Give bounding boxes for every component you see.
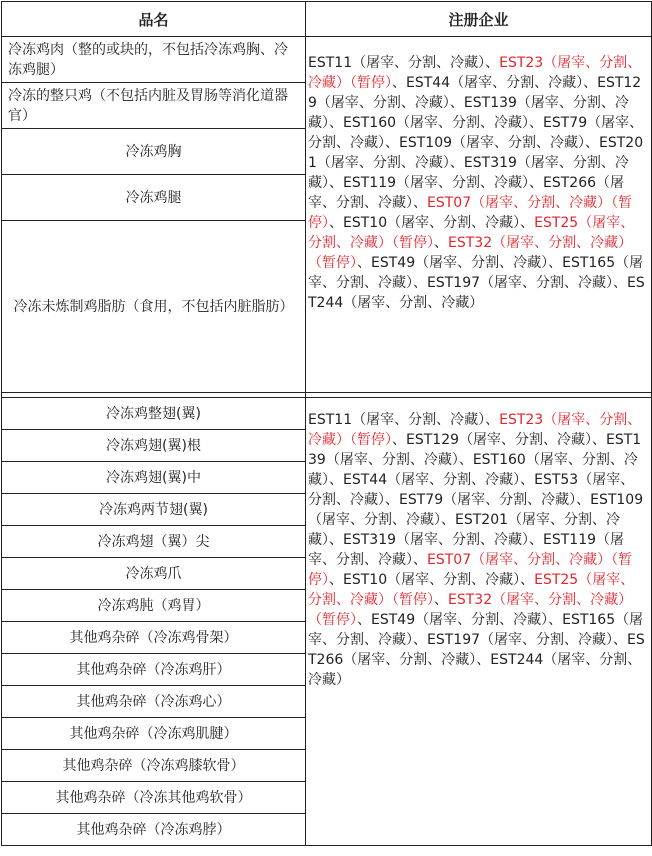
enterprise-entry: EST165（屠宰、分割、冷藏） — [308, 612, 644, 648]
enterprise-separator: 、 — [585, 135, 600, 151]
enterprise-separator: 、 — [529, 175, 544, 191]
product-name-cell: 其他鸡杂碎（冷冻鸡心） — [2, 686, 306, 718]
enterprise-separator: 、 — [357, 612, 371, 628]
enterprise-separator: 、 — [329, 472, 343, 488]
enterprise-separator: 、 — [548, 255, 563, 271]
enterprise-separator: 、 — [385, 492, 399, 508]
product-name-cell: 冷冻鸡翅（翼）尖 — [2, 526, 306, 558]
enterprise-separator: 、 — [329, 215, 343, 231]
enterprise-separator: 、 — [385, 135, 399, 151]
enterprise-separator: 、 — [357, 255, 371, 271]
enterprise-entry: EST160（屠宰、分割、冷藏） — [343, 115, 530, 131]
enterprise-separator: 、 — [434, 235, 448, 251]
enterprise-entry: EST79（屠宰、分割、冷藏） — [399, 492, 577, 508]
header-registered-enterprise: 注册企业 — [306, 2, 652, 37]
product-name-cell: 冷冻鸡整翅(翼) — [2, 398, 306, 430]
enterprise-entry: EST119（屠宰、分割、冷藏） — [308, 532, 625, 568]
enterprise-entry: EST10（屠宰、分割、冷藏） — [343, 215, 521, 231]
enterprise-entry: EST23（屠宰、分割、冷藏）（暂停） — [308, 55, 642, 91]
product-name-cell: 冷冻鸡腿 — [2, 175, 306, 221]
enterprise-entry: EST319（屠宰、分割、冷藏） — [308, 155, 629, 191]
enterprise-separator: 、 — [392, 75, 406, 91]
product-name-cell: 其他鸡杂碎（冷冻鸡肝） — [2, 654, 306, 686]
enterprise-list-cell-group2 — [306, 398, 652, 846]
enterprise-entry: EST53（屠宰、分割、冷藏） — [308, 472, 635, 508]
enterprise-entry: EST201（屠宰、分割、冷藏） — [308, 135, 644, 171]
enterprise-entry: EST23（屠宰、分割、冷藏）（暂停） — [308, 412, 642, 448]
enterprise-entry: EST07（屠宰、分割、冷藏）（暂停） — [308, 552, 633, 588]
enterprise-entry: EST109（屠宰、分割、冷藏） — [399, 135, 586, 151]
enterprise-entry: EST139（屠宰、分割、冷藏） — [308, 95, 629, 131]
enterprise-separator: 、 — [485, 412, 500, 428]
enterprise-separator: 、 — [413, 275, 427, 291]
enterprise-separator: 、 — [458, 452, 473, 468]
enterprise-separator: 、 — [592, 432, 607, 448]
enterprise-separator: 、 — [576, 492, 591, 508]
enterprise-entry: EST129（屠宰、分割、冷藏） — [308, 75, 642, 111]
enterprise-entry: EST25（屠宰、分割、冷藏）（暂停） — [308, 215, 635, 251]
product-name-cell: 冷冻的整只鸡（不包括内脏及胃肠等消化道器官） — [2, 83, 306, 129]
enterprise-separator: 、 — [476, 652, 491, 668]
product-name-cell: 其他鸡杂碎（冷冻鸡肌腱） — [2, 718, 306, 750]
enterprise-entry: EST244（屠宰、分割、冷藏） — [308, 275, 645, 311]
enterprise-entry: EST109（屠宰、分割、冷藏） — [308, 492, 644, 528]
enterprise-entry: EST49（屠宰、分割、冷藏） — [371, 255, 549, 271]
table-row — [2, 37, 652, 83]
enterprise-entry: EST165（屠宰、分割、冷藏） — [308, 255, 644, 291]
enterprise-separator: 、 — [520, 472, 535, 488]
enterprise-list-cell-group1 — [306, 37, 652, 393]
enterprise-separator: 、 — [548, 612, 563, 628]
header-row — [2, 2, 652, 37]
enterprise-entry: EST44（屠宰、分割、冷藏） — [343, 472, 521, 488]
product-name-cell: 冷冻鸡翅(翼)根 — [2, 430, 306, 462]
table-row — [2, 398, 652, 430]
enterprise-separator: 、 — [485, 55, 500, 71]
product-name-cell: 冷冻鸡肫（鸡胃） — [2, 590, 306, 622]
enterprise-separator: 、 — [329, 532, 343, 548]
enterprise-entry: EST160（屠宰、分割、冷藏） — [308, 452, 638, 488]
enterprise-separator: 、 — [329, 115, 343, 131]
product-name-cell: 其他鸡杂碎（冷冻鸡膝软骨） — [2, 750, 306, 782]
enterprise-entry: EST119（屠宰、分割、冷藏） — [343, 175, 530, 191]
enterprise-entry: EST197（屠宰、分割、冷藏） — [427, 275, 614, 291]
enterprise-entry: EST25（屠宰、分割、冷藏）（暂停） — [308, 572, 635, 608]
enterprise-separator: 、 — [613, 275, 628, 291]
enterprise-separator: 、 — [329, 572, 343, 588]
enterprise-separator: 、 — [413, 552, 427, 568]
enterprise-separator: 、 — [441, 512, 455, 528]
enterprise-separator: 、 — [329, 175, 343, 191]
enterprise-separator: 、 — [613, 632, 628, 648]
enterprise-entry: EST44（屠宰、分割、冷藏） — [406, 75, 584, 91]
enterprise-entry: EST32（屠宰、分割、冷藏）（暂停） — [308, 592, 633, 628]
enterprise-entry: EST266（屠宰、分割、冷藏） — [308, 632, 645, 668]
enterprise-separator: 、 — [434, 592, 448, 608]
enterprise-separator: 、 — [520, 572, 535, 588]
enterprise-entry: EST201（屠宰、分割、冷藏） — [308, 512, 621, 548]
enterprise-entry: EST79（屠宰、分割、冷藏） — [308, 115, 644, 151]
product-name-cell: 冷冻鸡爪 — [2, 558, 306, 590]
enterprise-entry: EST32（屠宰、分割、冷藏）（暂停） — [308, 235, 633, 271]
enterprise-separator: 、 — [520, 215, 535, 231]
registration-table — [1, 1, 652, 846]
enterprise-entry: EST10（屠宰、分割、冷藏） — [343, 572, 521, 588]
enterprise-separator: 、 — [529, 115, 544, 131]
enterprise-separator: 、 — [529, 532, 544, 548]
enterprise-separator: 、 — [413, 632, 427, 648]
enterprise-entry: EST11（屠宰、分割、冷藏） — [308, 412, 486, 428]
product-name-cell: 冷冻鸡胸 — [2, 129, 306, 175]
enterprise-entry: EST244（屠宰、分割、冷藏） — [308, 652, 642, 688]
product-name-cell: 其他鸡杂碎（冷冻鸡脖） — [2, 814, 306, 846]
enterprise-entry: EST11（屠宰、分割、冷藏） — [308, 55, 486, 71]
enterprise-entry: EST129（屠宰、分割、冷藏） — [406, 432, 593, 448]
enterprise-entry: EST319（屠宰、分割、冷藏） — [343, 532, 530, 548]
enterprise-separator: 、 — [413, 195, 427, 211]
enterprise-separator: 、 — [449, 155, 464, 171]
product-name-cell: 冷冻鸡翅(翼)中 — [2, 462, 306, 494]
header-product-name: 品名 — [2, 2, 306, 37]
product-name-cell: 其他鸡杂碎（冷冻其他鸡软骨） — [2, 782, 306, 814]
enterprise-entry: EST266（屠宰、分割、冷藏） — [308, 175, 625, 211]
product-name-cell: 冷冻未炼制鸡脂肪（食用，不包括内脏脂肪） — [2, 221, 306, 393]
product-name-cell: 冷冻鸡两节翅(翼) — [2, 494, 306, 526]
enterprise-entry: EST197（屠宰、分割、冷藏） — [427, 632, 614, 648]
product-name-cell: 其他鸡杂碎（冷冻鸡骨架） — [2, 622, 306, 654]
enterprise-entry: EST139（屠宰、分割、冷藏） — [308, 432, 642, 468]
enterprise-separator: 、 — [583, 75, 598, 91]
enterprise-separator: 、 — [449, 95, 464, 111]
enterprise-separator: 、 — [392, 432, 406, 448]
enterprise-entry: EST49（屠宰、分割、冷藏） — [371, 612, 549, 628]
enterprise-entry: EST07（屠宰、分割、冷藏）（暂停） — [308, 195, 633, 231]
product-name-cell: 冷冻鸡肉（整的或块的，不包括冷冻鸡胸、冷冻鸡腿） — [2, 37, 306, 83]
